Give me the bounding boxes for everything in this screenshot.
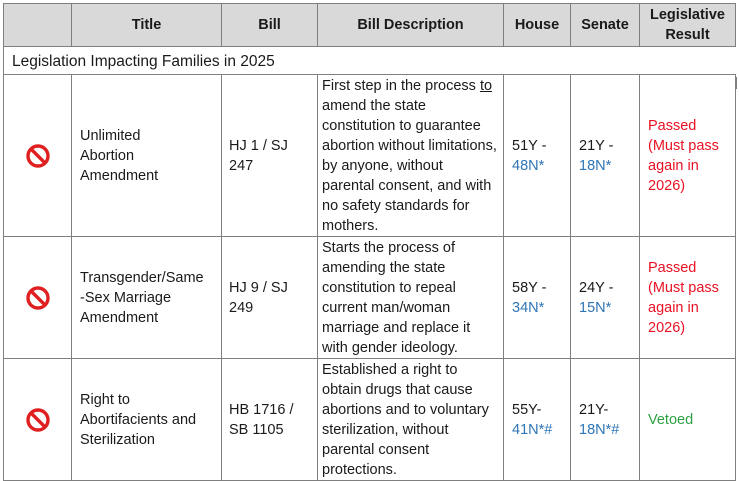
house-vote (504, 359, 571, 481)
icon-cell (4, 237, 72, 359)
bill-description: Starts the process of amending the state constitution to repeal current man/woman marriage and replace it with gender ideology. (318, 237, 504, 359)
header-description: Bill Description (318, 4, 504, 47)
house-yeas: 51Y - (512, 137, 547, 154)
header-title: Title (72, 4, 222, 47)
senate-nays: 18N*# (579, 421, 620, 438)
description-text: amend the state constitution to guarantee abortion without limitations, by anyone, without parental consent, and with no safety standards for mothers. (322, 98, 497, 234)
house-vote (504, 237, 571, 359)
senate-yeas: 21Y- (579, 401, 609, 418)
bill-number-line: HB 1716 / (229, 401, 294, 418)
house-yeas: 55Y- (512, 401, 542, 418)
title-line: Sterilization (80, 431, 155, 448)
legislative-result: Vetoed (640, 359, 736, 481)
header-row (4, 4, 736, 47)
icon-cell (4, 359, 72, 481)
header-icon (4, 4, 72, 47)
legislative-result: Passed (Must pass again in 2026) (640, 75, 736, 237)
house-nays: 48N* (512, 157, 545, 174)
table-edge-mark (736, 77, 737, 89)
header-result (640, 4, 736, 47)
title-line: Amendment (80, 309, 159, 326)
header-senate: Senate (571, 4, 640, 47)
title-line: Amendment (80, 167, 159, 184)
senate-yeas: 21Y - (579, 137, 614, 154)
house-nays: 41N*# (512, 421, 553, 438)
description-text: First step in the process (322, 78, 480, 94)
header-result-line2: Result (665, 27, 710, 43)
header-bill: Bill (222, 4, 318, 47)
section-title: Legislation Impacting Families in 2025 (4, 47, 736, 75)
legislative-result: Passed (Must pass again in 2026) (640, 237, 736, 359)
description-underlined: to (479, 78, 493, 94)
header-result-line1: Legislative (650, 7, 725, 23)
title-line: -Sex Marriage (80, 289, 172, 306)
bill-number: HJ 1 / SJ 247 (222, 75, 318, 237)
header-house: House (504, 4, 571, 47)
senate-vote (571, 237, 640, 359)
title-line: Transgender/Same (80, 269, 204, 286)
bill-description: Established a right to obtain drugs that cause abortions and to voluntary sterilization, without parental consent protections. (318, 359, 504, 481)
title-line: Abortifacients and (80, 411, 197, 428)
house-vote (504, 75, 571, 237)
bill-title (72, 359, 222, 481)
title-line: Right to (80, 391, 130, 408)
bill-description (318, 75, 504, 237)
section-row (4, 47, 736, 75)
house-yeas: 58Y - (512, 279, 547, 296)
house-nays: 34N* (512, 299, 545, 316)
legislation-table (3, 3, 736, 481)
prohibited-icon (25, 285, 51, 311)
icon-cell (4, 75, 72, 237)
prohibited-icon (25, 407, 51, 433)
senate-vote (571, 75, 640, 237)
title-line: Abortion (80, 147, 135, 164)
prohibited-icon (25, 143, 51, 169)
table-row (4, 359, 736, 481)
senate-vote (571, 359, 640, 481)
senate-nays: 15N* (579, 299, 612, 316)
bill-number-line: SB 1105 (229, 421, 284, 438)
senate-nays: 18N* (579, 157, 612, 174)
senate-yeas: 24Y - (579, 279, 614, 296)
bill-title (72, 75, 222, 237)
bill-number: HJ 9 / SJ 249 (222, 237, 318, 359)
table-row (4, 75, 736, 237)
table-row (4, 237, 736, 359)
bill-number (222, 359, 318, 481)
bill-title (72, 237, 222, 359)
title-line: Unlimited (80, 127, 141, 144)
